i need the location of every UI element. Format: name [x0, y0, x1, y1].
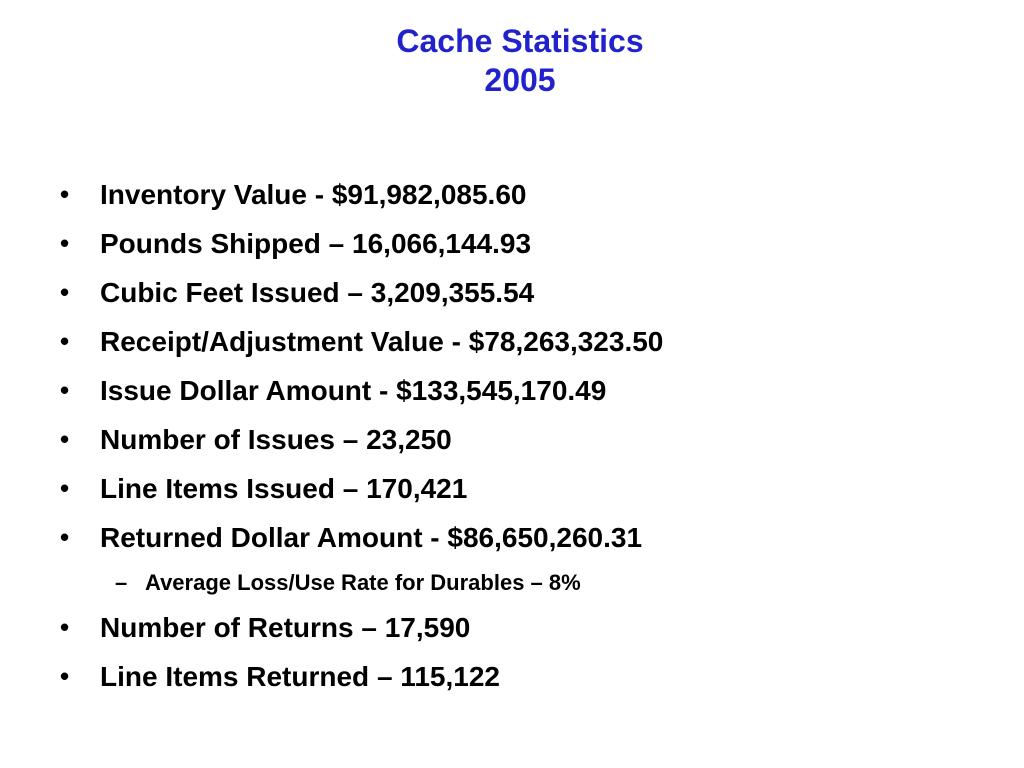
slide-title	[0, 22, 1024, 100]
bullet-text: Number of Issues – 23,250	[100, 424, 452, 455]
bullet-marker: •	[60, 375, 70, 405]
bullet-marker: •	[60, 326, 70, 356]
bullet-item	[60, 170, 1000, 219]
title-line-2: 2005	[484, 62, 556, 98]
bullet-text: Receipt/Adjustment Value - $78,263,323.50	[100, 326, 664, 357]
bullet-text: Line Items Returned – 115,122	[100, 661, 500, 692]
bullet-item	[60, 219, 1000, 268]
sub-bullet-text: Average Loss/Use Rate for Durables – 8%	[145, 570, 581, 595]
bullet-text: Returned Dollar Amount - $86,650,260.31	[100, 522, 643, 553]
bullet-marker: •	[60, 522, 70, 552]
bullet-marker: •	[60, 179, 70, 209]
bullet-item	[60, 603, 1000, 652]
bullet-text: Number of Returns – 17,590	[100, 612, 471, 643]
bullet-list	[60, 170, 1000, 701]
sub-bullet-marker: –	[115, 570, 128, 595]
bullet-marker: •	[60, 424, 70, 454]
bullet-marker: •	[60, 277, 70, 307]
bullet-marker: •	[60, 473, 70, 503]
bullet-item	[60, 415, 1000, 464]
bullet-item	[60, 366, 1000, 415]
bullet-item	[60, 513, 1000, 562]
sub-bullet-item	[60, 562, 1000, 603]
bullet-text: Cubic Feet Issued – 3,209,355.54	[100, 277, 535, 308]
bullet-marker: •	[60, 612, 70, 642]
bullet-marker: •	[60, 228, 70, 258]
bullet-text: Line Items Issued – 170,421	[100, 473, 468, 504]
bullet-marker: •	[60, 661, 70, 691]
bullet-text: Inventory Value - $91,982,085.60	[100, 179, 527, 210]
bullet-text: Pounds Shipped – 16,066,144.93	[100, 228, 532, 259]
bullet-item	[60, 317, 1000, 366]
bullet-item	[60, 652, 1000, 701]
bullet-text: Issue Dollar Amount - $133,545,170.49	[100, 375, 607, 406]
bullet-item	[60, 464, 1000, 513]
bullet-item	[60, 268, 1000, 317]
title-line-1: Cache Statistics	[396, 23, 644, 59]
